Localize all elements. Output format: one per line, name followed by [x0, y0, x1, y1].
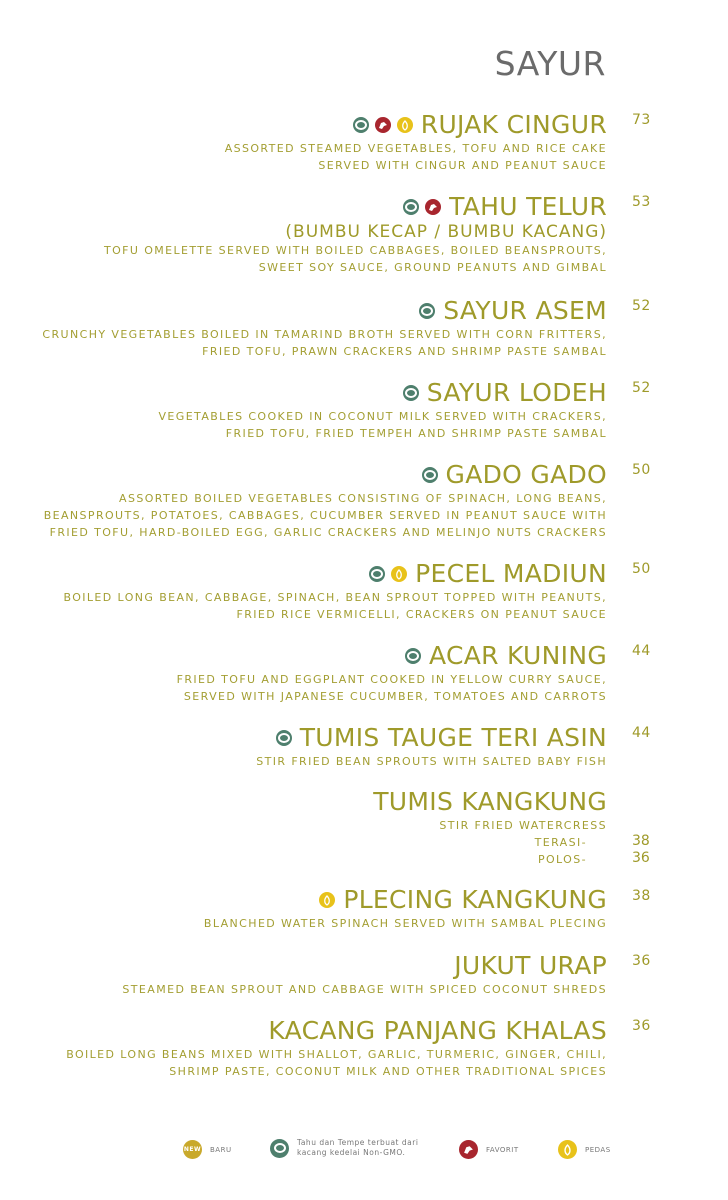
item-price: 52 [632, 380, 651, 396]
menu-item [7, 951, 607, 998]
item-description: SERVED WITH CINGUR AND PEANUT SAUCE [318, 159, 607, 172]
chili-icon [319, 892, 335, 908]
item-name: TUMIS TAUGE TERI ASIN [299, 723, 607, 752]
legend-spicy [558, 1140, 611, 1159]
item-price: 73 [632, 112, 651, 128]
item-description: FRIED TOFU AND EGGPLANT COOKED IN YELLOW CURRY SAUCE, [176, 673, 607, 686]
item-description: TOFU OMELETTE SERVED WITH BOILED CABBAGES, BOILED BEANSPROUTS, [103, 244, 607, 257]
legend [0, 1138, 728, 1168]
item-subname: (BUMBU KECAP / BUMBU KACANG) [285, 222, 607, 242]
item-name: ACAR KUNING [428, 641, 607, 670]
chili-icon [558, 1140, 577, 1159]
tofu-icon [422, 467, 438, 483]
item-price: 36 [632, 953, 651, 969]
item-name: RUJAK CINGUR [420, 110, 607, 139]
item-price: 50 [632, 462, 651, 478]
legend-favorite [459, 1140, 519, 1159]
item-name: GADO GADO [445, 460, 607, 489]
menu-item [7, 192, 607, 276]
item-name: JUKUT URAP [454, 951, 607, 980]
item-description: CRUNCHY VEGETABLES BOILED IN TAMARIND BROTH SERVED WITH CORN FRITTERS, [42, 328, 607, 341]
menu-item [7, 460, 607, 541]
item-description: STIR FRIED BEAN SPROUTS WITH SALTED BABY FISH [256, 755, 607, 768]
item-price: 44 [632, 725, 651, 741]
item-description: FRIED TOFU, HARD-BOILED EGG, GARLIC CRACKERS AND MELINJO NUTS CRACKERS [49, 526, 607, 539]
menu-item [7, 378, 607, 442]
tofu-icon [369, 566, 385, 582]
item-description: BOILED LONG BEANS MIXED WITH SHALLOT, GARLIC, TURMERIC, GINGER, CHILI, [66, 1048, 607, 1061]
tofu-icon [419, 303, 435, 319]
item-description: BEANSPROUTS, POTATOES, CABBAGES, CUCUMBER SERVED IN PEANUT SAUCE WITH [43, 509, 607, 522]
legend-spicy-label: PEDAS [585, 1145, 611, 1154]
item-description: SHRIMP PASTE, COCONUT MILK AND OTHER TRADITIONAL SPICES [169, 1065, 607, 1078]
variant-price: 38 [632, 833, 650, 849]
tofu-icon [270, 1139, 289, 1158]
tofu-icon [276, 730, 292, 746]
tofu-icon [405, 648, 421, 664]
variant-label: TERASI- [534, 836, 587, 849]
item-price: 52 [632, 298, 651, 314]
item-description: BLANCHED WATER SPINACH SERVED WITH SAMBAL PLECING [203, 917, 607, 930]
variant-label: POLOS- [537, 853, 587, 866]
menu-item [7, 1016, 607, 1080]
item-description: FRIED TOFU, PRAWN CRACKERS AND SHRIMP PASTE SAMBAL [202, 345, 607, 358]
favorite-icon [459, 1140, 478, 1159]
tofu-icon [403, 385, 419, 401]
item-description: ASSORTED STEAMED VEGETABLES, TOFU AND RICE CAKE [224, 142, 607, 155]
section-title: SAYUR [494, 44, 606, 83]
item-description: FRIED RICE VERMICELLI, CRACKERS ON PEANUT SAUCE [236, 608, 607, 621]
item-description: SERVED WITH JAPANESE CUCUMBER, TOMATOES AND CARROTS [183, 690, 607, 703]
legend-new [183, 1140, 232, 1159]
item-description: STIR FRIED WATERCRESS [439, 819, 607, 832]
item-description: SWEET SOY SAUCE, GROUND PEANUTS AND GIMBAL [258, 261, 607, 274]
legend-favorite-label: FAVORIT [486, 1145, 519, 1154]
legend-tofu-line2: kacang kedelai Non-GMO. [297, 1148, 406, 1157]
menu-item [7, 787, 607, 868]
item-name: TAHU TELUR [449, 192, 607, 221]
item-price: 44 [632, 643, 651, 659]
legend-new-label: BARU [210, 1145, 232, 1154]
item-price: 38 [632, 888, 651, 904]
item-description: ASSORTED BOILED VEGETABLES CONSISTING OF SPINACH, LONG BEANS, [119, 492, 607, 505]
legend-tofu [270, 1138, 418, 1158]
menu-item [7, 723, 607, 770]
item-name: SAYUR ASEM [443, 296, 607, 325]
item-name: PLECING KANGKUNG [343, 885, 607, 914]
menu-item [7, 885, 607, 932]
menu-item [7, 559, 607, 623]
variant-price: 36 [632, 850, 650, 866]
item-description: FRIED TOFU, FRIED TEMPEH AND SHRIMP PASTE SAMBAL [225, 427, 607, 440]
favorite-icon [425, 199, 441, 215]
chili-icon [397, 117, 413, 133]
menu-item [7, 641, 607, 705]
item-price: 53 [632, 194, 651, 210]
tofu-icon [353, 117, 369, 133]
chili-icon [391, 566, 407, 582]
menu-item [7, 296, 607, 360]
tofu-icon [403, 199, 419, 215]
item-price: 50 [632, 561, 651, 577]
legend-tofu-line1: Tahu dan Tempe terbuat dari [297, 1138, 419, 1147]
item-name: TUMIS KANGKUNG [373, 787, 607, 816]
menu-item [7, 110, 607, 174]
item-description: BOILED LONG BEAN, CABBAGE, SPINACH, BEAN SPROUT TOPPED WITH PEANUTS, [63, 591, 607, 604]
item-name: PECEL MADIUN [415, 559, 607, 588]
item-description: STEAMED BEAN SPROUT AND CABBAGE WITH SPICED COCONUT SHREDS [122, 983, 607, 996]
item-name: SAYUR LODEH [426, 378, 607, 407]
item-price: 36 [632, 1018, 651, 1034]
item-description: VEGETABLES COOKED IN COCONUT MILK SERVED WITH CRACKERS, [158, 410, 607, 423]
favorite-icon [375, 117, 391, 133]
item-name: KACANG PANJANG KHALAS [268, 1016, 607, 1045]
new-badge-icon: NEW [183, 1140, 202, 1159]
